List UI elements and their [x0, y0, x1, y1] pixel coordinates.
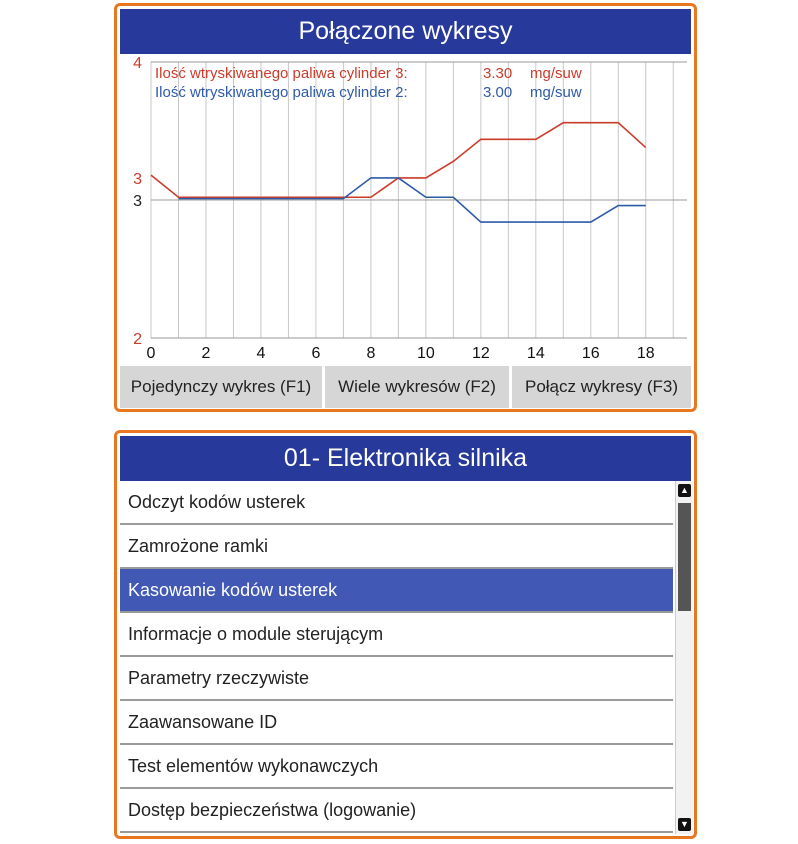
x-tick-label: 2 — [201, 345, 211, 362]
x-tick-label: 4 — [256, 345, 266, 362]
x-tick-label: 10 — [416, 345, 435, 362]
multiple-graphs-button[interactable]: Wiele wykresów (F2) — [325, 366, 509, 408]
menu-item[interactable]: Parametry rzeczywiste — [120, 657, 673, 701]
x-tick-label: 18 — [636, 345, 655, 362]
scrollbar-thumb[interactable] — [678, 503, 691, 611]
legend-unit: mg/suw — [530, 65, 582, 82]
legend-value: 3.00 — [483, 84, 513, 101]
graph-panel-title: Połączone wykresy — [120, 9, 691, 54]
engine-electronics-menu-panel — [114, 430, 697, 839]
y-tick-label: 3 — [133, 170, 142, 188]
arrow-down-icon[interactable]: ▼ — [678, 818, 691, 831]
menu-item[interactable]: Odczyt kodów usterek — [120, 481, 673, 525]
x-tick-label: 6 — [311, 345, 321, 362]
menu-item[interactable]: Kasowanie kodów usterek — [120, 569, 673, 613]
merge-graphs-button[interactable]: Połącz wykresy (F3) — [512, 366, 691, 408]
graph-softkeys — [120, 366, 691, 408]
y-tick-label: 4 — [133, 55, 142, 72]
legend-label: Ilość wtryskiwanego paliwa cylinder 3: — [155, 65, 408, 82]
y-tick-label: 3 — [133, 193, 142, 210]
legend-value: 3.30 — [483, 65, 513, 82]
menu-item[interactable]: Zaawansowane ID — [120, 701, 673, 745]
legend-label: Ilość wtryskiwanego paliwa cylinder 2: — [155, 84, 408, 101]
y-tick-label: 2 — [133, 331, 142, 348]
menu-item[interactable]: Dostęp bezpieczeństwa (logowanie) — [120, 789, 673, 833]
scrollbar[interactable] — [675, 481, 693, 834]
x-tick-label: 8 — [366, 345, 376, 362]
x-tick-label: 16 — [581, 345, 600, 362]
combined-graphs-panel — [114, 3, 697, 412]
menu-panel-title: 01- Elektronika silnika — [120, 436, 691, 481]
menu-item[interactable]: Zamrożone ramki — [120, 525, 673, 569]
x-tick-label: 12 — [471, 345, 490, 362]
x-tick-label: 14 — [526, 345, 545, 362]
menu-item[interactable]: Test elementów wykonawczych — [120, 745, 673, 789]
menu-list — [120, 481, 673, 833]
arrow-up-icon[interactable]: ▲ — [678, 484, 691, 497]
single-graph-button[interactable]: Pojedynczy wykres (F1) — [120, 366, 322, 408]
x-tick-label: 0 — [146, 345, 156, 362]
menu-item[interactable]: Informacje o module sterującym — [120, 613, 673, 657]
legend-unit: mg/suw — [530, 84, 582, 101]
combined-line-chart — [117, 54, 694, 366]
